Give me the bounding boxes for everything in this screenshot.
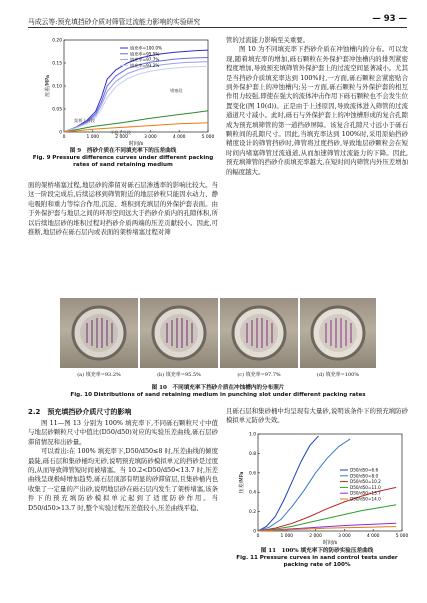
left-column-text-2 — [28, 419, 218, 513]
legend-entry: D50/d50=14.0 — [350, 496, 381, 502]
figure-11-caption — [226, 548, 408, 570]
figure-10-label-en: Fig. 10 — [70, 392, 93, 399]
legend-entry: D50/d50=6.6 — [350, 467, 379, 473]
y-tick-label: 0 — [253, 529, 256, 535]
photo-a-image — [60, 298, 138, 368]
y-tick-label: 0 — [59, 130, 62, 136]
y-tick-label: 0.2 — [249, 510, 256, 516]
paragraph: 可以看出:在 100% 填充率下,D50/d50≤8 时,压差曲线的倾度最陡,砾石层和集砂桶均无砂,说明预充填防砂模拟单元的挡砂是过度的,从而导致筛管短时间被堵塞。当 10.2<D50/d50<13.7 时,压差曲线呈现极峙增加趋势,砾石层顶部有明显的砂滞留层,且集砂桶内也收集了一定量的产出砂,说明地层砂在砾石层内发生了架桥堵塞,该条件下的预充填防砂模拟单元起到了适度防砂作用。当 D50/d50>13.7 时,整个实验过程压差值较小,压差曲线平稳, — [28, 447, 218, 512]
photo-b — [140, 298, 218, 368]
y-tick-label: 0.15 — [52, 61, 62, 67]
right-column-text — [226, 36, 408, 177]
y-axis-label: 压差/MPa — [239, 471, 245, 494]
header-rule — [28, 27, 407, 28]
figure-11-label-en: Fig. 11 — [236, 555, 258, 562]
x-tick-label: 0 — [62, 135, 66, 140]
figure-11-title-cn: 图 11 100% 填充率下的防砂实验压差曲线 — [260, 548, 374, 554]
legend-entry: D50/d50=8.0 — [350, 473, 379, 479]
figure-9-chart — [42, 36, 215, 147]
y-tick-label: 1.0 — [249, 432, 256, 438]
x-tick-label: 1 000 — [86, 135, 100, 140]
right-column-text-2 — [226, 407, 408, 426]
section-heading: 2.2 预充填挡砂介质尺寸的影响 — [28, 408, 132, 416]
paragraph: 管的过流能力影响至关重要。 — [226, 36, 310, 44]
photo-d-image — [300, 298, 376, 368]
x-tick-label: 4 000 — [366, 534, 380, 539]
y-tick-label: 0.8 — [249, 451, 256, 457]
legend-entry: 填充率=95.5% — [130, 51, 160, 57]
paragraph: 图 11—图 13 分别为 100% 填充率下,不同砾石颗粒尺寸中值与地层砂颗粒尺寸中值比(D50/d50)对应的实验压差曲线,砾石层砂滞留情况和出砂量。 — [28, 419, 218, 446]
y-tick-label: 0.4 — [249, 490, 256, 496]
y-tick-label: 0.6 — [249, 471, 256, 477]
legend-entry: D50/d50=13.7 — [350, 490, 381, 496]
chart-annotation: 平稳上升段 — [110, 130, 131, 135]
figure-10-caption — [28, 385, 408, 399]
legend-entry: 填充率=93.2% — [130, 62, 160, 68]
photo-c — [220, 298, 298, 368]
photo-a — [60, 298, 138, 368]
x-tick-label: 1 000 — [280, 534, 294, 539]
x-axis-label: 时间/s — [322, 540, 338, 546]
photo-d — [300, 298, 376, 368]
legend-entry: 填充率=97.7% — [130, 57, 160, 63]
running-header — [28, 14, 407, 26]
figure-11-title-en: Pressure curves in sand control tests under packing rate of 100% — [259, 555, 398, 569]
photo-c-image — [220, 298, 298, 368]
chart-annotation: 堵塞段 — [170, 88, 183, 93]
figure-10-title-en: Distributions of sand retaining medium in punching slot under different packing rates — [93, 392, 366, 399]
y-axis-label: 压差/MPa — [45, 75, 51, 97]
figure-9-caption — [28, 148, 218, 170]
legend-entry: D50/d50=10.2 — [350, 479, 381, 485]
photo-a-label: (a) 填充率=93.2% — [77, 372, 121, 378]
figure-11-chart — [236, 430, 409, 546]
x-tick-label: 3 000 — [144, 135, 157, 140]
x-tick-label: 0 — [256, 534, 260, 539]
x-tick-label: 4 000 — [172, 135, 186, 140]
legend-entry: D50/d50=11.0 — [350, 484, 381, 490]
photo-c-label: (c) 填充率=97.7% — [237, 372, 281, 378]
running-title: 马成云等:预充填挡砂介质对筛管过流能力影响的实验研究 — [28, 18, 201, 26]
left-column-text — [28, 181, 218, 237]
x-tick-label: 2 000 — [115, 135, 128, 140]
x-axis-label: 时间/s — [128, 141, 144, 147]
paragraph: 图 10 为不同填充率下挡砂介质在冲蚀槽内的分布。可以发现,随着填充率的增加,砾石颗粒在外保护套冲蚀槽内的排列紧密程度增加,导致预充填筛管外保护套上的过流空间显著减小。尤其是当挡砂介质填充率达到 100%时,一方面,砾石颗粒会紧密贴合到外保护套上的冲蚀槽内;另一方面,砾石颗粒与外保护套的相互作用力较强,即使在强大的流体冲击作用下砾石颗粒也不会发生位置变化(图 10(d))。正是由于上述原因,导致流体进入筛管的过流通道尺寸减小。此时,砾石与外保护套上的冲蚀槽形成的复合孔隙成为预充填筛管的第一道挡砂屏障。该复合孔隙尺寸远小于砾石颗粒间的孔隙尺寸。因此,当填充率达到 100%时,采用原始挡砂精度设计的筛管挡砂时,筛管将过度挡砂,导致地层砂颗粒会在短时间内堵塞筛管过流通道,从而加速筛管过流能力的下降。因此,预充填筛管的挡砂介质填充率越大,在短时间内筛管内外压差增加的幅度越大。 — [226, 45, 408, 176]
figure-10-photos — [60, 298, 376, 380]
figure-9-label-en: Fig. 9 — [32, 155, 51, 162]
y-tick-label: 0.05 — [52, 107, 62, 113]
photo-d-label: (d) 填充率=100% — [316, 372, 360, 378]
photo-b-image — [140, 298, 218, 368]
y-tick-label: 0.10 — [52, 84, 62, 90]
page-number: — 93 — — [372, 14, 407, 24]
paragraph: 且砾石层和集砂桶中均呈现有大量砂,说明该条件下的预充填防砂模拟单元防砂失效。 — [226, 407, 408, 425]
x-tick-label: 5 000 — [395, 534, 409, 539]
x-tick-label: 3 000 — [338, 534, 351, 539]
chart-annotation: 架桥上升段 — [74, 118, 95, 123]
paragraph: 面的架桥堵塞过程,地层砂的滞留对砾石层渗透率的影响比较大。当这一阶段完成后,后续运移到筛管附近的地层砂粒只能因水动力、静电吸附和重力等综合作用,沉淀、堆积到充填层的外保护套表面。由于外保护套与地层之间的环形空间远大于挡砂介质内的孔隙体积,所以后续地层砂的堆积过程对挡砂介质两端的压差贡献较小。因此,可推断,地层砂在砾石层内或表面的架桥堵塞过程对筛 — [28, 181, 218, 237]
figure-9-title-cn: 图 9 挡砂介质在不同填充率下的压差曲线 — [69, 148, 177, 154]
x-tick-label: 5 000 — [201, 135, 215, 140]
figure-10-title-cn: 图 10 不同填充率下挡砂介质在冲蚀槽内的分布照片 — [151, 385, 285, 391]
figure-9-title-en: Pressure difference curves under different packing rates of sand retaining medium — [52, 155, 214, 169]
photo-b-label: (b) 填充率=95.5% — [157, 372, 201, 378]
y-tick-label: 0.20 — [52, 38, 62, 44]
x-tick-label: 2 000 — [309, 534, 322, 539]
legend-entry: 填充率=100.0% — [130, 45, 163, 51]
